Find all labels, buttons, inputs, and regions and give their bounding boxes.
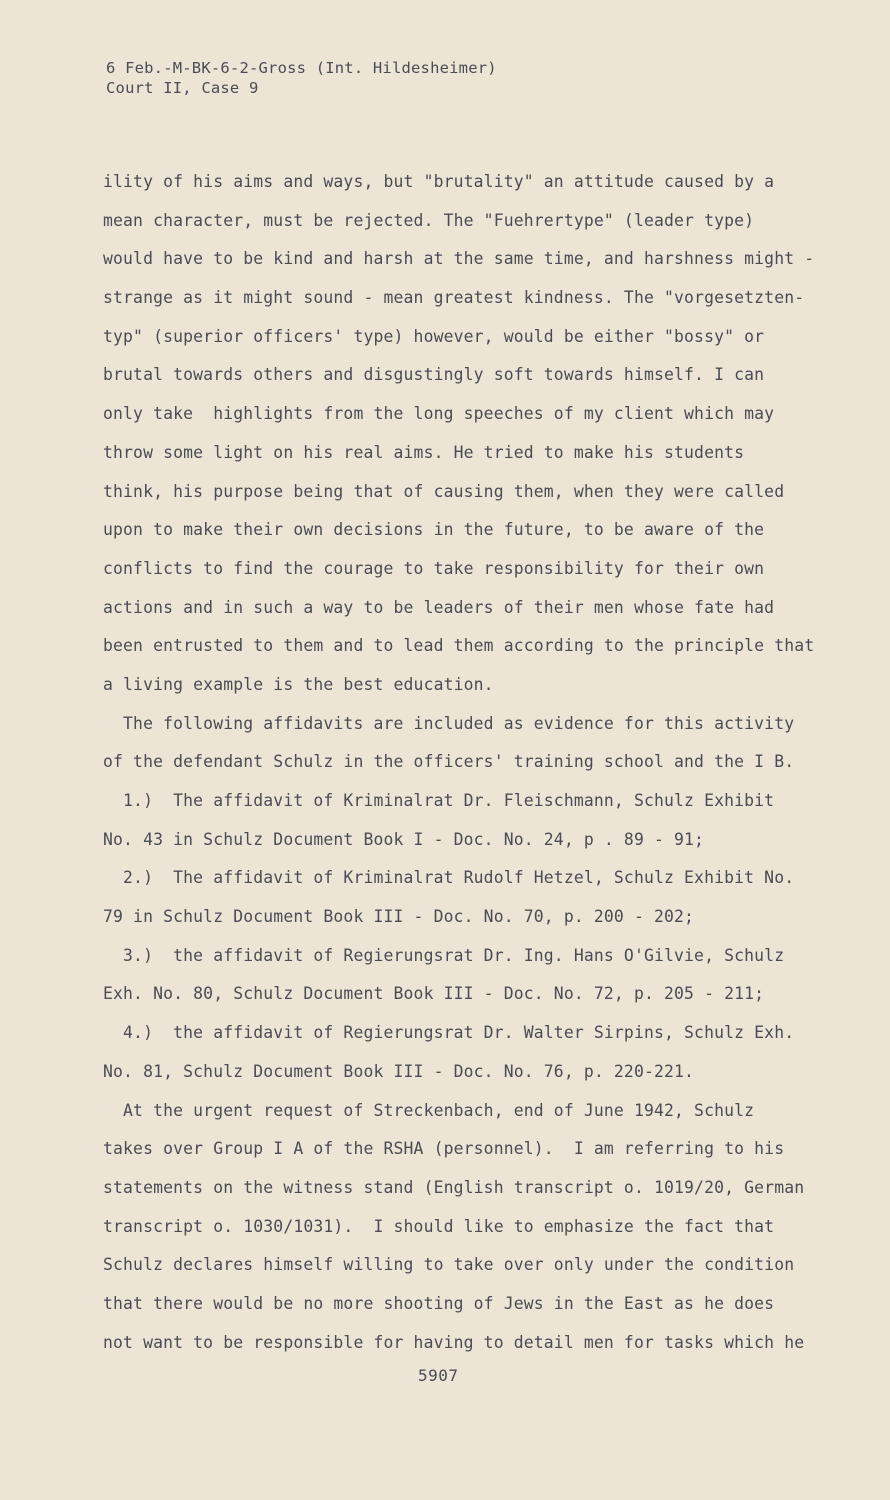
body-line: takes over Group I A of the RSHA (personnel). I am referring to his xyxy=(103,1139,785,1159)
body-line: No. 43 in Schulz Document Book I - Doc. No. 24, p . 89 - 91; xyxy=(103,829,705,849)
body-line: The following affidavits are included as evidence for this activity xyxy=(103,713,795,733)
header-session-line: 6 Feb.-M-BK-6-2-Gross (Int. Hildesheimer) xyxy=(106,59,497,77)
body-line: 4.) the affidavit of Regierungsrat Dr. Walter Sirpins, Schulz Exh. xyxy=(103,1023,795,1043)
body-line: ility of his aims and ways, but "brutality" an attitude caused by a xyxy=(103,172,775,191)
body-line: upon to make their own decisions in the future, to be aware of the xyxy=(103,520,765,540)
body-line: No. 81, Schulz Document Book III - Doc. No. 76, p. 220-221. xyxy=(103,1061,695,1081)
body-line: throw some light on his real aims. He tried to make his students xyxy=(103,442,745,462)
body-line: conflicts to find the courage to take responsibility for their own xyxy=(103,558,765,578)
body-line: brutal towards others and disgustingly soft towards himself. I can xyxy=(103,365,765,385)
body-line: typ" (superior officers' type) however, would be either "bossy" or xyxy=(103,326,765,346)
body-line: 3.) the affidavit of Regierungsrat Dr. Ing. Hans O'Gilvie, Schulz xyxy=(103,945,785,965)
body-line: that there would be no more shooting of Jews in the East as he does xyxy=(103,1293,775,1313)
body-line: would have to be kind and harsh at the same time, and harshness might - xyxy=(103,249,815,269)
body-line: transcript o. 1030/1031). I should like to emphasize the fact that xyxy=(103,1216,775,1236)
body-line: 1.) The affidavit of Kriminalrat Dr. Fleischmann, Schulz Exhibit xyxy=(103,791,775,810)
header-court-line: Court II, Case 9 xyxy=(106,79,259,97)
document-header xyxy=(106,58,497,98)
body-line: a living example is the best education. xyxy=(103,674,494,694)
body-line: Schulz declares himself willing to take over only under the condition xyxy=(103,1255,795,1275)
body-line: actions and in such a way to be leaders of their men whose fate had xyxy=(103,597,775,617)
body-line: think, his purpose being that of causing them, when they were called xyxy=(103,481,785,501)
body-line: of the defendant Schulz in the officers' training school and the I B. xyxy=(103,752,795,772)
body-line: 79 in Schulz Document Book III - Doc. No. 70, p. 200 - 202; xyxy=(103,907,695,927)
body-line: strange as it might sound - mean greatest kindness. The "vorgesetzten- xyxy=(103,288,805,308)
body-line: mean character, must be rejected. The "Fuehrertype" (leader type) xyxy=(103,210,755,230)
body-line: been entrusted to them and to lead them according to the principle that xyxy=(103,636,815,656)
body-line: Exh. No. 80, Schulz Document Book III - Doc. No. 72, p. 205 - 211; xyxy=(103,984,765,1004)
body-line: 2.) The affidavit of Kriminalrat Rudolf Hetzel, Schulz Exhibit No. xyxy=(103,868,795,888)
page-number: 5907 xyxy=(418,1366,459,1385)
body-line: statements on the witness stand (English transcript o. 1019/20, German xyxy=(103,1177,805,1197)
body-line: not want to be responsible for having to detail men for tasks which he xyxy=(103,1332,805,1352)
body-line: At the urgent request of Streckenbach, end of June 1942, Schulz xyxy=(103,1100,755,1120)
body-line: only take highlights from the long speeches of my client which may xyxy=(103,404,775,424)
document-body xyxy=(103,170,815,1369)
